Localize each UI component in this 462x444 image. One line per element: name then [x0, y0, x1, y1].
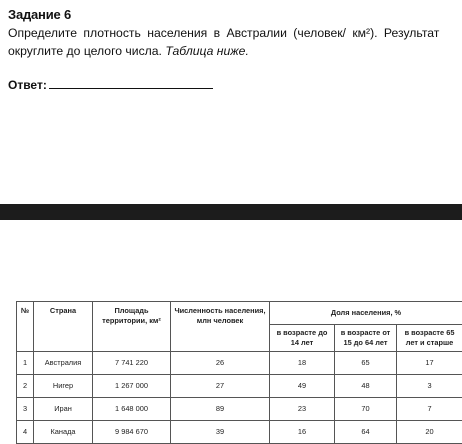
- task-text-line-1: Определите плотность населения в Австралии (человек/ км²). Результат: [8, 26, 439, 40]
- cell-age-0-14: 49: [270, 375, 335, 398]
- header-age-0-14: в возрасте до 14 лет: [270, 325, 335, 352]
- cell-area: 7 741 220: [93, 352, 171, 375]
- table-row: [17, 352, 462, 375]
- population-table: [16, 301, 462, 444]
- cell-age-65-plus: 17: [397, 352, 462, 375]
- cell-age-15-64: 70: [335, 398, 397, 421]
- answer-blank-line[interactable]: [49, 78, 213, 89]
- dark-separator-band: [0, 204, 462, 220]
- cell-age-15-64: 65: [335, 352, 397, 375]
- cell-age-65-plus: 20: [397, 421, 462, 444]
- cell-population: 26: [171, 352, 270, 375]
- cell-country: Австралия: [34, 352, 93, 375]
- task-title: Задание 6: [8, 7, 71, 22]
- header-age-65-plus: в возрасте 65 лет и старше: [397, 325, 462, 352]
- cell-age-15-64: 64: [335, 421, 397, 444]
- header-population-share: Доля населения, %: [270, 302, 462, 325]
- cell-country: Канада: [34, 421, 93, 444]
- cell-age-65-plus: 7: [397, 398, 462, 421]
- cell-num: 1: [17, 352, 34, 375]
- cell-country: Нигер: [34, 375, 93, 398]
- header-area: Площадь территории, км²: [93, 302, 171, 352]
- task-text-line-2: [8, 44, 249, 58]
- cell-country: Иран: [34, 398, 93, 421]
- cell-age-0-14: 16: [270, 421, 335, 444]
- answer-label: Ответ:: [8, 78, 47, 92]
- cell-area: 1 648 000: [93, 398, 171, 421]
- cell-population: 27: [171, 375, 270, 398]
- header-country: Страна: [34, 302, 93, 352]
- cell-area: 9 984 670: [93, 421, 171, 444]
- cell-num: 2: [17, 375, 34, 398]
- cell-age-65-plus: 3: [397, 375, 462, 398]
- cell-population: 89: [171, 398, 270, 421]
- cell-age-0-14: 18: [270, 352, 335, 375]
- header-num: №: [17, 302, 34, 352]
- task-text-plain: округлите до целого числа.: [8, 44, 165, 58]
- header-population: Численность населения, млн человек: [171, 302, 270, 352]
- header-age-15-64: в возрасте от 15 до 64 лет: [335, 325, 397, 352]
- task-text-italic: Таблица ниже.: [165, 44, 249, 58]
- cell-population: 39: [171, 421, 270, 444]
- cell-area: 1 267 000: [93, 375, 171, 398]
- table-row: [17, 398, 462, 421]
- cell-num: 3: [17, 398, 34, 421]
- cell-age-15-64: 48: [335, 375, 397, 398]
- table-row: [17, 375, 462, 398]
- cell-num: 4: [17, 421, 34, 444]
- answer-field: [8, 78, 213, 92]
- cell-age-0-14: 23: [270, 398, 335, 421]
- table-row: [17, 421, 462, 444]
